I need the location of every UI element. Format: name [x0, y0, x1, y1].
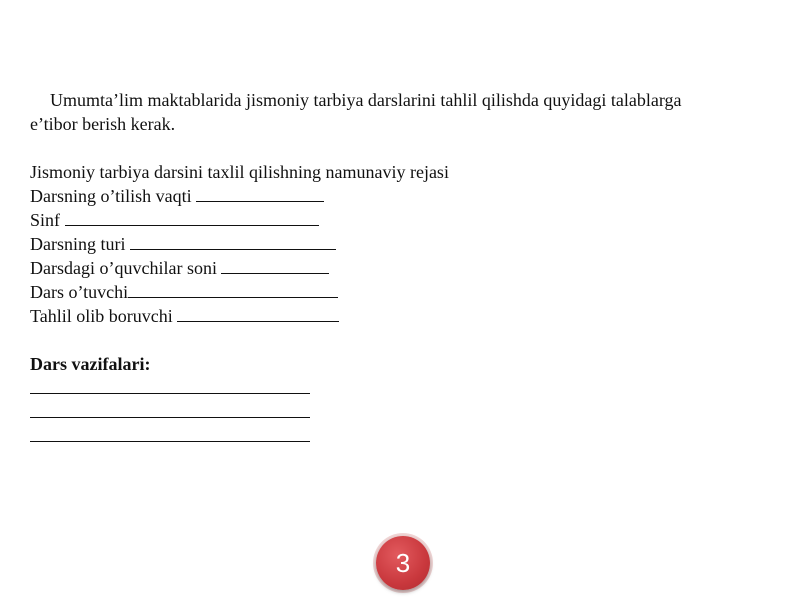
fill-in-blank: [130, 232, 336, 250]
intro-paragraph: Umumta’lim maktablarida jismoniy tarbiya darslarini tahlil qilishda quyidagi talablarga e’tibor berish kerak.: [30, 90, 682, 134]
document-body: [30, 88, 750, 448]
fill-in-blank: [30, 400, 310, 418]
field-class: [30, 208, 750, 232]
spacer: [30, 136, 750, 160]
plan-title: Jismoniy tarbiya darsini taxlil qilishning namunaviy rejasi: [30, 162, 449, 182]
field-student-count: [30, 256, 750, 280]
page-number-badge: [376, 536, 430, 590]
fill-in-blank: [221, 256, 329, 274]
fill-in-blank: [65, 208, 319, 226]
tasks-title: Dars vazifalari:: [30, 354, 151, 374]
fill-in-blank: [196, 184, 324, 202]
field-label: Darsning o’tilish vaqti: [30, 186, 197, 206]
field-teacher: [30, 280, 750, 304]
field-lesson-time: [30, 184, 750, 208]
field-label: Sinf: [30, 210, 65, 230]
spacer: [30, 328, 750, 352]
fill-in-blank: [128, 280, 338, 298]
task-line: [30, 424, 750, 448]
fill-in-blank: [177, 304, 339, 322]
fill-in-blank: [30, 376, 310, 394]
fill-in-blank: [30, 424, 310, 442]
field-lesson-type: [30, 232, 750, 256]
task-line: [30, 400, 750, 424]
page-number: 3: [395, 547, 411, 578]
field-label: Darsdagi o’quvchilar soni: [30, 258, 222, 278]
task-line: [30, 376, 750, 400]
field-label: Darsning turi: [30, 234, 130, 254]
field-label: Tahlil olib boruvchi: [30, 306, 178, 326]
field-label: Dars o’tuvchi: [30, 282, 129, 302]
field-analyst: [30, 304, 750, 328]
